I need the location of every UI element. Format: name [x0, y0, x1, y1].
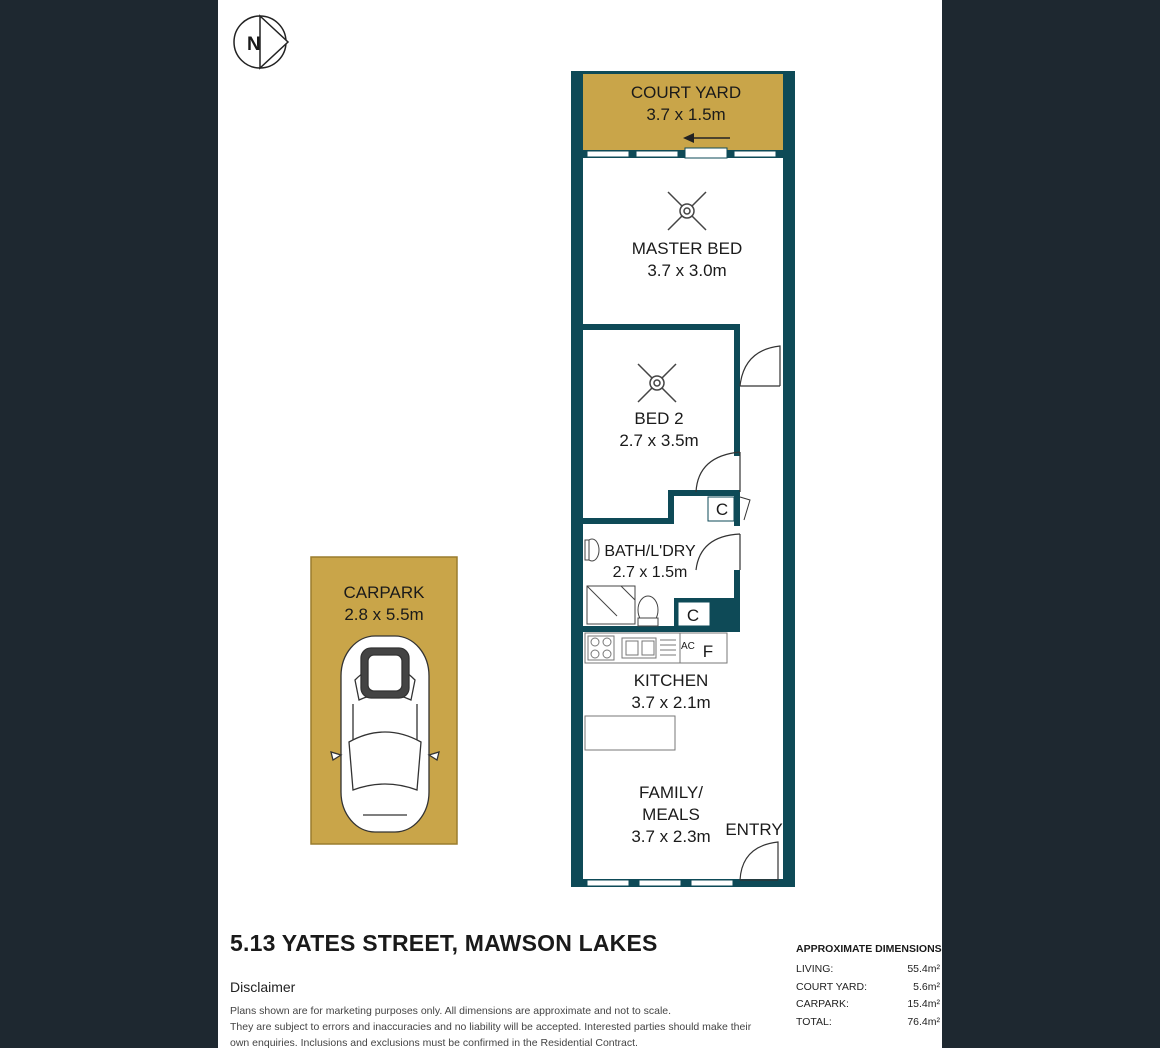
- ceiling-fan-icon: [638, 364, 676, 402]
- cupboard-label-1: C: [715, 500, 729, 519]
- bath-size: 2.7 x 1.5m: [612, 564, 688, 581]
- fridge-label: F: [702, 642, 714, 661]
- carpark-area: [311, 557, 457, 844]
- dimension-value: 76.4m²: [907, 1015, 940, 1028]
- windows: [587, 148, 776, 886]
- master-bed-name: MASTER BED: [631, 239, 743, 258]
- walls: [571, 71, 795, 887]
- family-size: 3.7 x 2.3m: [631, 827, 711, 846]
- dimension-label: CARPARK:: [796, 998, 849, 1010]
- courtyard-name: COURT YARD: [630, 83, 742, 102]
- dimensions-table: [796, 943, 942, 1033]
- courtyard-size: 3.7 x 1.5m: [646, 105, 726, 124]
- dimension-label: LIVING:: [796, 963, 834, 975]
- compass-label: N: [247, 34, 261, 55]
- disclaimer-line: They are subject to errors and inaccuracies and no liability will be accepted. Interested parties should make their: [230, 1021, 752, 1033]
- disclaimer-line: Plans shown are for marketing purposes only. All dimensions are approximate and not to scale.: [230, 1005, 672, 1017]
- family-name-1: FAMILY/: [639, 783, 703, 802]
- dimension-row: [796, 963, 942, 981]
- dimension-value: 5.6m²: [913, 980, 940, 993]
- property-address: 5.13 YATES STREET, MAWSON LAKES: [230, 930, 658, 956]
- bed2-name: BED 2: [634, 409, 684, 428]
- kitchen-size: 3.7 x 2.1m: [631, 693, 711, 712]
- carpark-size: 2.8 x 5.5m: [344, 605, 424, 624]
- bed2-size: 2.7 x 3.5m: [619, 431, 699, 450]
- dimension-row: [796, 998, 942, 1016]
- ac-label: AC: [681, 641, 695, 652]
- cupboard-label-2: C: [686, 606, 700, 625]
- floor-plan-sheet: [218, 0, 942, 1048]
- dimension-row: [796, 1016, 942, 1034]
- disclaimer-text: [230, 1003, 750, 1048]
- dimensions-title: APPROXIMATE DIMENSIONS: [796, 943, 942, 955]
- dimension-label: COURT YARD:: [796, 980, 867, 993]
- master-bed-size: 3.7 x 3.0m: [647, 261, 727, 280]
- dimension-value: 55.4m²: [907, 963, 940, 975]
- cupboard-door-icon: [740, 497, 750, 520]
- bath-name: BATH/L'DRY: [604, 543, 696, 560]
- ceiling-fan-icon: [668, 192, 706, 230]
- dimension-value: 15.4m²: [907, 998, 940, 1010]
- car-icon: [331, 636, 439, 832]
- dimension-label: TOTAL:: [796, 1015, 832, 1028]
- floor-plan: [218, 0, 942, 900]
- kitchen-name: KITCHEN: [633, 671, 709, 690]
- carpark-name: CARPARK: [343, 583, 425, 602]
- family-name-2: MEALS: [642, 805, 700, 824]
- north-compass-icon: [234, 16, 288, 68]
- entry-label: ENTRY: [725, 820, 783, 839]
- dimension-row: [796, 981, 942, 999]
- disclaimer-heading: Disclaimer: [230, 979, 296, 995]
- kitchen-bench: [585, 716, 675, 750]
- disclaimer-line: own enquiries. Inclusions and exclusions must be confirmed in the Residential Contract.: [230, 1037, 638, 1048]
